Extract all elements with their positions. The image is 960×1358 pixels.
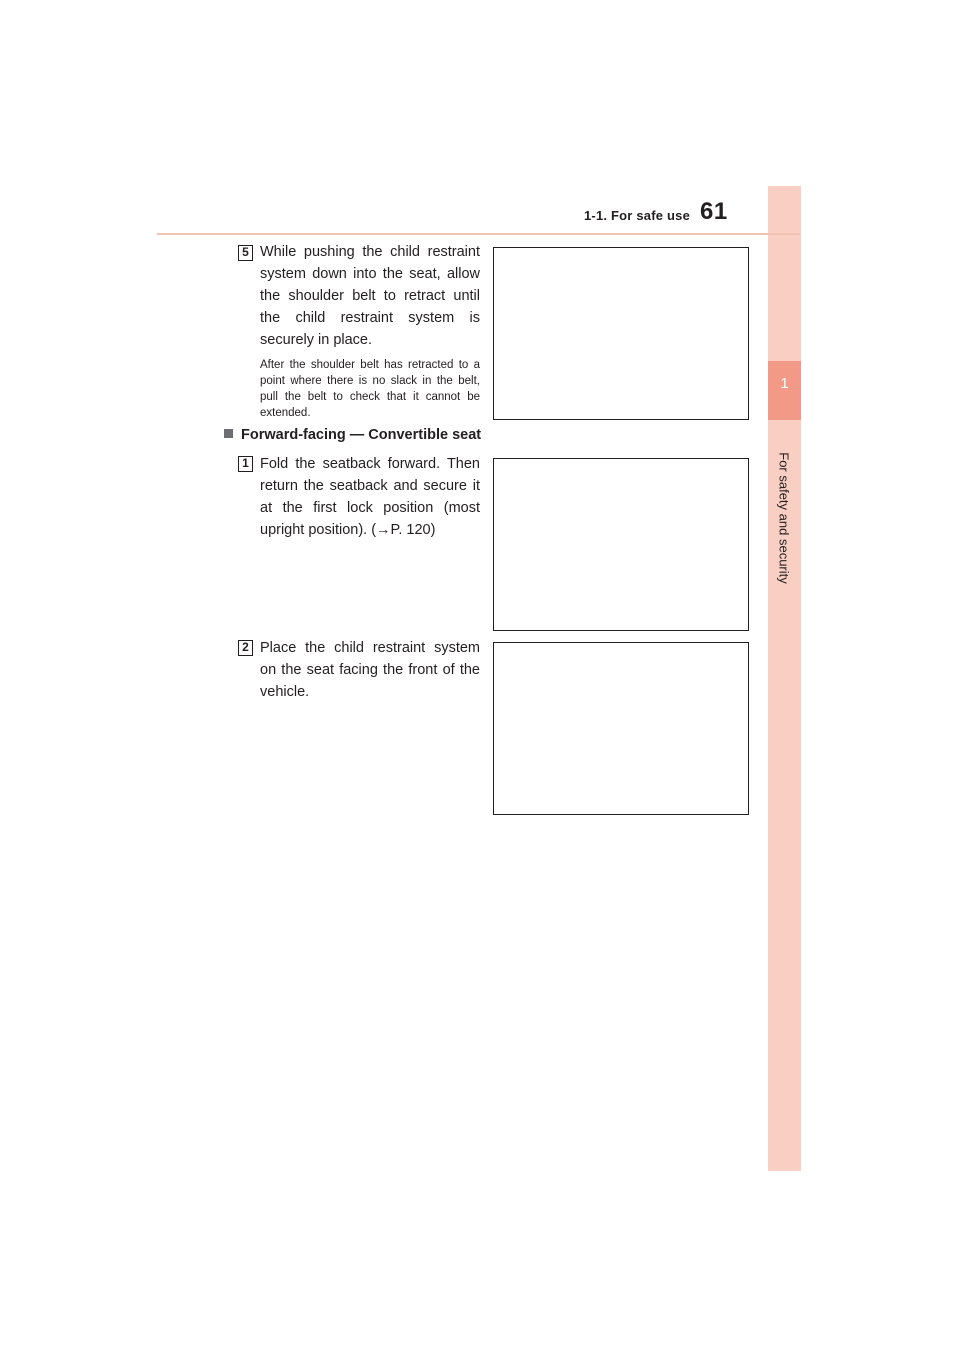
- illustration-placeholder: [493, 458, 749, 631]
- step-badge: 2: [238, 640, 253, 656]
- section-subheading: [224, 427, 481, 443]
- chapter-number: 1: [780, 375, 789, 392]
- illustration-placeholder: [493, 247, 749, 420]
- step-text: While pushing the child restraint system down into the seat, allow the shoulder belt to retract until the child restraint system is securely in place.: [260, 244, 480, 348]
- square-bullet-icon: [224, 429, 233, 438]
- page-number: 61: [700, 198, 728, 225]
- step-note: After the shoulder belt has retracted to a point where there is no slack in the belt, pull the belt to check that it cannot be extended.: [260, 359, 480, 419]
- section-header: 1-1. For safe use: [584, 208, 690, 223]
- step-text: Place the child restraint system on the seat facing the front of the vehicle.: [260, 640, 480, 700]
- step-text: Fold the seatback forward. Then return the seatback and secure it at the first lock position (most upright position). (→P. 120): [260, 456, 480, 538]
- subheading-text: Forward-facing — Convertible seat: [241, 427, 482, 443]
- side-tab: [768, 186, 801, 1171]
- step-badge: 5: [238, 245, 253, 261]
- step-badge: 1: [238, 456, 253, 472]
- illustration-placeholder: [493, 642, 749, 815]
- chapter-title: For safety and security: [776, 452, 792, 584]
- header-rule: [157, 233, 800, 235]
